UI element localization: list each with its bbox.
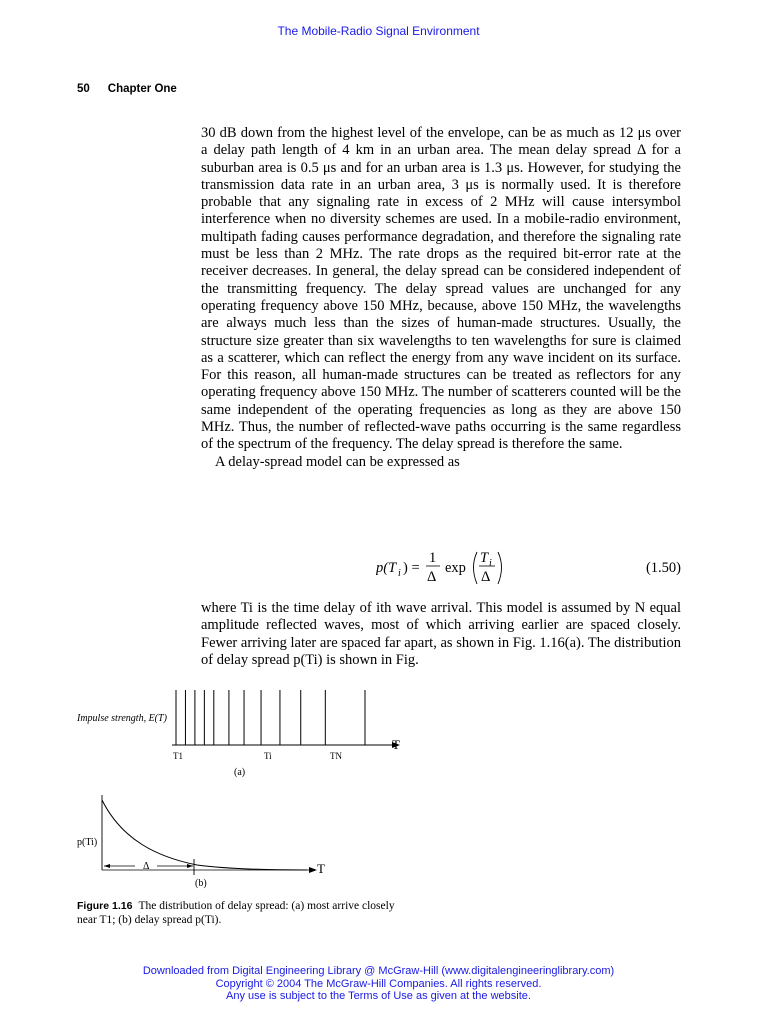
figure-a-y-label: Impulse strength, E(T) [77,713,167,724]
eq-numerator: 1 [429,550,437,566]
equation-formula [376,548,536,588]
figure-b-axis-label: T [317,861,325,876]
figure-panel-b [77,795,337,890]
figure-b-axis-arrow [309,867,317,873]
figure-b-delta-arrowhead-left [104,864,110,868]
page-number: 50 [77,83,90,95]
eq-func: exp [445,560,466,576]
figure-a-panel-label: (a) [234,767,246,778]
page-header-title[interactable]: The Mobile-Radio Signal Environment [277,24,480,38]
figure-caption-text: The distribution of delay spread: (a) most arrive closely near T1; (b) delay spread p(Ti). [77,900,395,926]
figure-b-delta-arrowhead-right [187,864,193,868]
eq-lhs: p(T [376,560,397,576]
footer-download-link[interactable]: Downloaded from Digital Engineering Library @ McGraw-Hill (www.digitalengineeringlibrary.com) [142,965,615,977]
figure-b-panel-label: (b) [195,878,207,889]
figure-caption-number: Figure 1.16 [77,900,133,912]
body-text [201,125,681,471]
figure-b-y-label: p(Ti) [77,837,98,848]
page-footer [0,965,757,1003]
eq-right-paren [498,552,502,584]
figure-b-delta-label: Δ [143,861,150,872]
equation-number: (1.50) [645,560,681,576]
figure-a-axis-label: T [392,737,400,752]
tick-label-tn: TN [330,751,342,761]
eq-equals: ) = [403,560,420,576]
paragraph-2: A delay-spread model can be expressed as [215,453,460,470]
eq-denominator: Δ [427,569,437,585]
paragraph-1: 30 dB down from the highest level of the envelope, can be as much as 12 μs over a delay path length of 4 km in an urban area. The mean delay spread Δ for a suburban area is 0.5 μs and for an urban area is 1.3 μs. However, for studying the transmission data rate in an urban area, 3 μs is normally used. It is therefore probable that any signaling rate in excess of 2 MHz will cause intersymbol interference when no diversity schemes are used. In a mobile-radio environment, multipath fading causes performance degradation, and therefore the signaling rate must be less than 2 MHz. The rate drops as the required bit-error rate at the receiver decreases. In general, the delay spread can be considered independent of the transmitting frequency. The delay spread values are unchanged for any operating frequency above 150 MHz, because, above 150 MHz, the wavelengths are always much less than the sizes of human-made structures. Usually, the structure size greater than six wavelengths to ten wavelengths for sure is claimed as a scatterer, which can reflect the energy from any wave incident on its surface. For this reason, all human-made structures can be treated as reflectors for any operating frequency above 150 MHz. The number of scatterers counted will be the same independent of the operating frequencies as long as they are above 150 MHz. Thus, the number of reflected-wave paths occurring is the same regardless of the spectrum of the frequency. The delay spread is therefore the same. [201,125,681,453]
footer-copyright[interactable]: Copyright © 2004 The McGraw-Hill Companies. All rights reserved. [215,977,542,990]
figure-panel-a [160,685,420,780]
body-text-continued [201,600,681,669]
eq-arg-subscript: i [489,558,492,569]
tick-label-t1: T1 [173,751,183,761]
figure-caption [77,900,417,927]
figure-a-impulses [176,690,365,745]
equation-1-50 [201,548,681,588]
eq-left-paren [474,552,478,584]
eq-arg-numerator: T [480,550,489,566]
eq-arg-denominator: Δ [481,569,491,585]
running-head [77,83,177,95]
paragraph-3: where Ti is the time delay of ith wave arrival. This model is assumed by N equal amplitude reflected waves, most of which arriving earlier are spaced closely. Fewer arriving later are spaced far apart, as shown in Fig. 1.16(a). The distribution of delay spread p(Ti) is shown in Fig. [201,600,681,668]
footer-terms-link[interactable]: Any use is subject to the Terms of Use as given at the website. [226,990,531,1002]
eq-lhs-subscript: i [398,568,401,579]
tick-label-ti: Ti [264,751,272,761]
chapter-label: Chapter One [107,83,177,95]
figure-b-decay-curve [102,800,307,870]
